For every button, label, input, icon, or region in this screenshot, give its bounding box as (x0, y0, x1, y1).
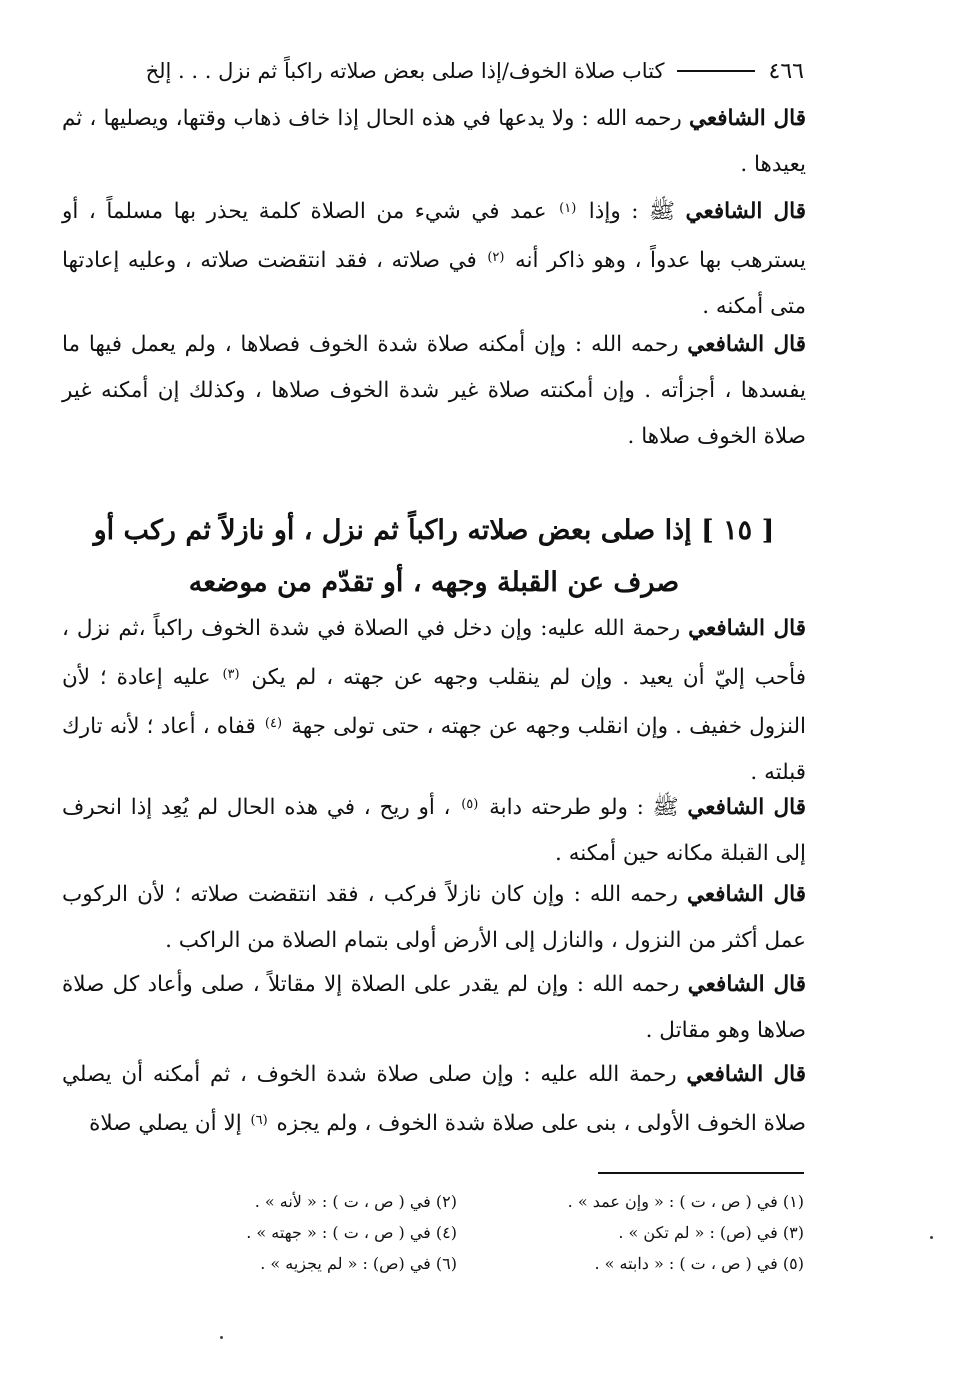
paragraph-text: رحمة الله عليه: وإن دخل في الصلاة في شدة الخوف راكباً ،ثم نزل ، فأحب إليّ أن يعيد . وإن لم ينقلب وجهه عن جهته ، لم يكن (62, 616, 806, 690)
footnote: (٢) في ( ص ، ت ) : « لأنه » . (254, 1192, 457, 1211)
paragraph-text: رحمه الله : وإن كان نازلاً فركب ، فقد انتقضت صلاته ؛ لأن الركوب عمل أكثر من النزول ، والنازل إلى الأرض أولى بتمام الصلاة من الراكب . (62, 882, 806, 953)
paragraph-text: ﷺ : ولو طرحته دابة (480, 795, 688, 820)
footnote-marker[interactable]: (٦) (250, 1113, 268, 1128)
footnote-marker[interactable]: (٢) (487, 250, 505, 265)
paragraph-text: رحمه الله : وإن لم يقدر على الصلاة إلا مقاتلاً ، صلى وأعاد كل صلاة صلاها وهو مقاتل . (62, 972, 806, 1043)
paragraph-text: ﷺ : وإذا (578, 199, 686, 224)
paragraph-text: إلا أن يصلي صلاة (89, 1111, 249, 1136)
speaker-label: قال الشافعي (686, 882, 806, 907)
footnote-marker[interactable]: (١) (559, 201, 577, 216)
footnote: (١) في ( ص ، ت ) : « وإن عمد » . (567, 1192, 804, 1211)
footnote: (٥) في ( ص ، ت ) : « دابته » . (594, 1254, 804, 1273)
footnote-marker[interactable]: (٤) (264, 716, 283, 731)
footnote-divider (598, 1172, 804, 1174)
speaker-label: قال الشافعي (685, 199, 806, 224)
paragraph (62, 872, 806, 964)
paragraph (62, 606, 806, 796)
scan-speck (930, 1236, 933, 1239)
paragraph-text: رحمه الله : وإن أمكنه صلاة شدة الخوف فصلاها ، ولم يعمل فيها ما يفسدها ، أجزأته . وإن أمكنته صلاة غير شدة الخوف صلاها ، وكذلك إن أمكنه غير صلاة الخوف صلاها . (62, 332, 806, 449)
paragraph (62, 96, 806, 188)
running-title: كتاب صلاة الخوف/إذا صلى بعض صلاته راكباً ثم نزل . . . إلخ (145, 59, 665, 83)
scan-speck (220, 1336, 223, 1339)
paragraph (62, 186, 806, 330)
speaker-label: قال الشافعي (687, 332, 806, 357)
header-rule (677, 70, 755, 72)
paragraph-text: عليه إعادة ؛ لأن النزول خفيف . وإن انقلب وجهه عن جهته ، حتى تولى جهة (62, 665, 806, 739)
footnotes (150, 1188, 804, 1277)
page-number: ٤٦٦ (768, 58, 804, 84)
paragraph (62, 322, 806, 460)
speaker-label: قال الشافعي (687, 795, 807, 820)
paragraph-text: في صلاته ، فقد انتقضت صلاته ، وعليه إعادتها متى أمكنه . (62, 248, 806, 319)
footnote: (٣) في (ص) : « لم تكن » . (618, 1223, 804, 1242)
footnote-marker[interactable]: (٥) (461, 797, 479, 812)
page-header (62, 54, 804, 88)
paragraph-text: رحمه الله : ولا يدعها في هذه الحال إذا خاف ذهاب وقتها، ويصليها ، ثم يعيدها . (62, 106, 806, 177)
paragraph (62, 1052, 806, 1147)
paragraph-text: قفاه ، أعاد ؛ لأنه تارك قبلته . (62, 714, 806, 785)
footnote: (٤) في ( ص ، ت ) : « جهته » . (246, 1223, 457, 1242)
paragraph (62, 962, 806, 1054)
footnote: (٦) في (ص) : « لم يجزيه » . (260, 1254, 457, 1273)
speaker-label: قال الشافعي (687, 972, 807, 997)
paragraph-text: رحمة الله عليه : وإن صلى صلاة شدة الخوف ، ثم أمكنه أن يصلي صلاة الخوف الأولى ، بنى على صلاة شدة الخوف ، ولم يجزه (62, 1062, 806, 1136)
paragraph-text: ، أو ريح ، في هذه الحال لم يُعِد إذا انحرف إلى القبلة مكانه حين أمكنه . (62, 795, 806, 866)
speaker-label: قال الشافعي (688, 106, 806, 131)
paragraph (62, 782, 806, 877)
paragraph-text: عمد في شيء من الصلاة كلمة يحذر بها مسلماً ، أو يسترهب بها عدواً ، وهو ذاكر أنه (62, 199, 806, 273)
section-heading: [ ١٥ ] إذا صلى بعض صلاته راكباً ثم نزل ، أو نازلاً ثم ركب أو صرف عن القبلة وجهه ، أو تقدّم من موضعه (93, 515, 775, 598)
speaker-label: قال الشافعي (688, 616, 806, 641)
footnote-marker[interactable]: (٣) (222, 667, 240, 682)
speaker-label: قال الشافعي (686, 1062, 806, 1087)
